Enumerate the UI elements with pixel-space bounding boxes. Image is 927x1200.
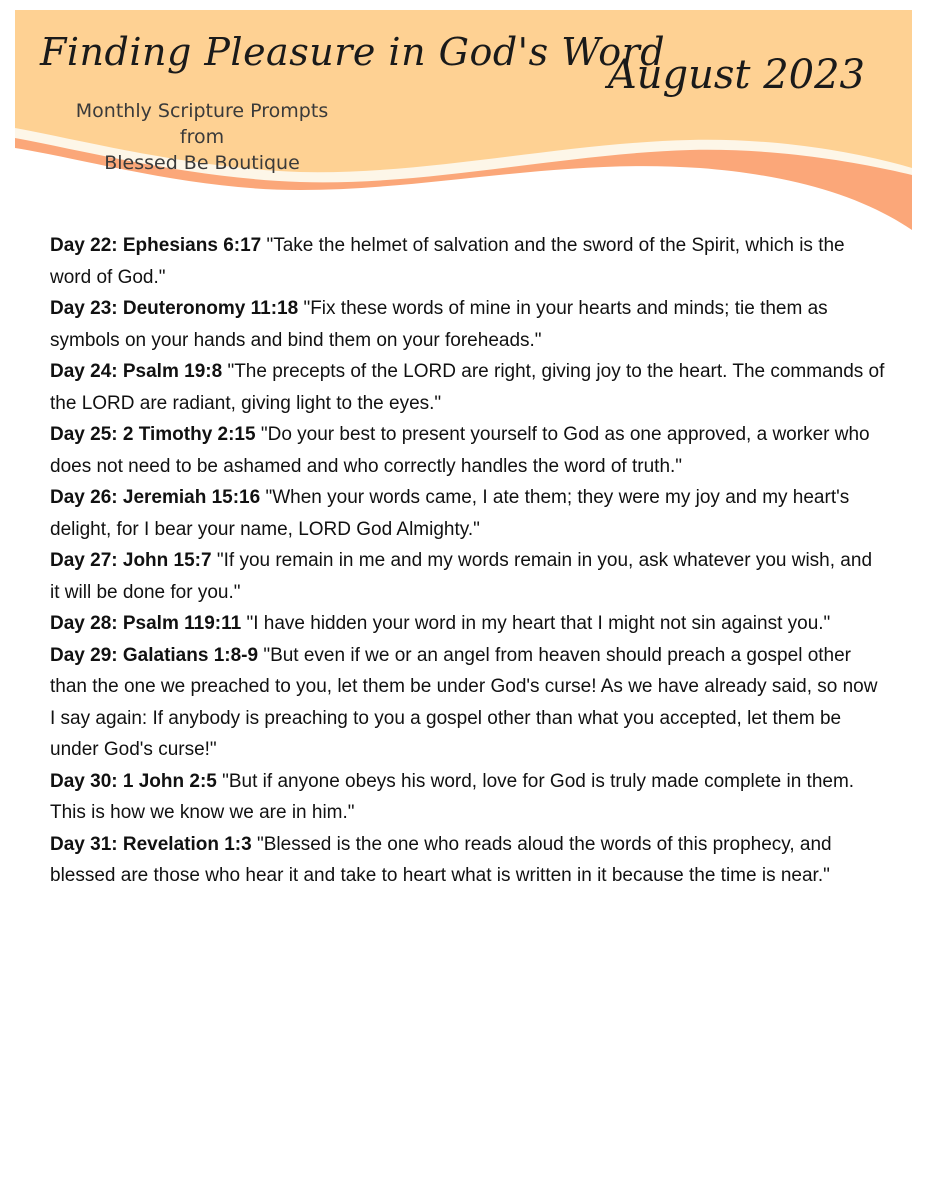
- subtitle-line: Blessed Be Boutique: [104, 152, 300, 174]
- scripture-text: "When your words came, I ate them; they were my joy and my heart's delight, for I bear your name, LORD God Almighty.": [50, 487, 850, 540]
- scripture-entry: [50, 829, 885, 892]
- scripture-entry: [50, 608, 885, 640]
- scripture-entry: [50, 545, 885, 608]
- scripture-entry: [50, 419, 885, 482]
- header-banner: [0, 0, 927, 240]
- scripture-entry: [50, 640, 885, 766]
- scripture-reference: Day 22: Ephesians 6:17: [50, 235, 262, 256]
- scripture-text: "Take the helmet of salvation and the sword of the Spirit, which is the word of God.": [50, 235, 845, 288]
- scripture-text: "Blessed is the one who reads aloud the words of this prophecy, and blessed are those who hear it and take to heart what is written in it because the time is near.": [50, 833, 832, 886]
- scripture-entry: [50, 356, 885, 419]
- scripture-entry: [50, 766, 885, 829]
- scripture-text: "I have hidden your word in my heart that I might not sin against you.": [241, 613, 831, 634]
- scripture-text: "But even if we or an angel from heaven should preach a gospel other than the one we preached to you, let them be under God's curse! As we have already said, so now I say again: If anybody is preaching to you a gospel other than what you accepted, let them be under God's curse!": [50, 644, 878, 760]
- scripture-reference: Day 30: 1 John 2:5: [50, 770, 217, 792]
- scripture-entry: [50, 482, 885, 545]
- scripture-entry: [50, 230, 885, 293]
- scripture-entry: [50, 293, 885, 356]
- subtitle: [52, 98, 352, 176]
- scripture-reference: Day 23: Deuteronomy 11:18: [50, 298, 299, 319]
- scripture-text: "But if anyone obeys his word, love for God is truly made complete in them. This is how we know we are in him.": [50, 770, 855, 823]
- scripture-text: "Do your best to present yourself to God as one approved, a worker who does not need to be ashamed and who correctly handles the word of truth.": [50, 424, 870, 477]
- scripture-reference: Day 27: John 15:7: [50, 550, 212, 571]
- scripture-reference: Day 28: Psalm 119:11: [50, 613, 242, 634]
- scripture-reference: Day 25: 2 Timothy 2:15: [50, 424, 256, 445]
- scripture-reference: Day 29: Galatians 1:8-9: [50, 644, 259, 666]
- subtitle-line: Monthly Scripture Prompts from: [75, 100, 329, 148]
- scripture-text: "The precepts of the LORD are right, giving joy to the heart. The commands of the LORD are radiant, giving light to the eyes.": [50, 361, 885, 414]
- scripture-text: "If you remain in me and my words remain in you, ask whatever you wish, and it will be done for you.": [50, 550, 873, 603]
- scripture-list: [50, 230, 885, 892]
- page-title: Finding Pleasure in God's Word: [40, 30, 666, 74]
- scripture-reference: Day 26: Jeremiah 15:16: [50, 487, 261, 508]
- scripture-text: "Fix these words of mine in your hearts and minds; tie them as symbols on your hands and bind them on your foreheads.": [50, 298, 828, 351]
- month-label: August 2023: [607, 52, 865, 98]
- scripture-reference: Day 24: Psalm 19:8: [50, 361, 223, 382]
- scripture-reference: Day 31: Revelation 1:3: [50, 833, 252, 855]
